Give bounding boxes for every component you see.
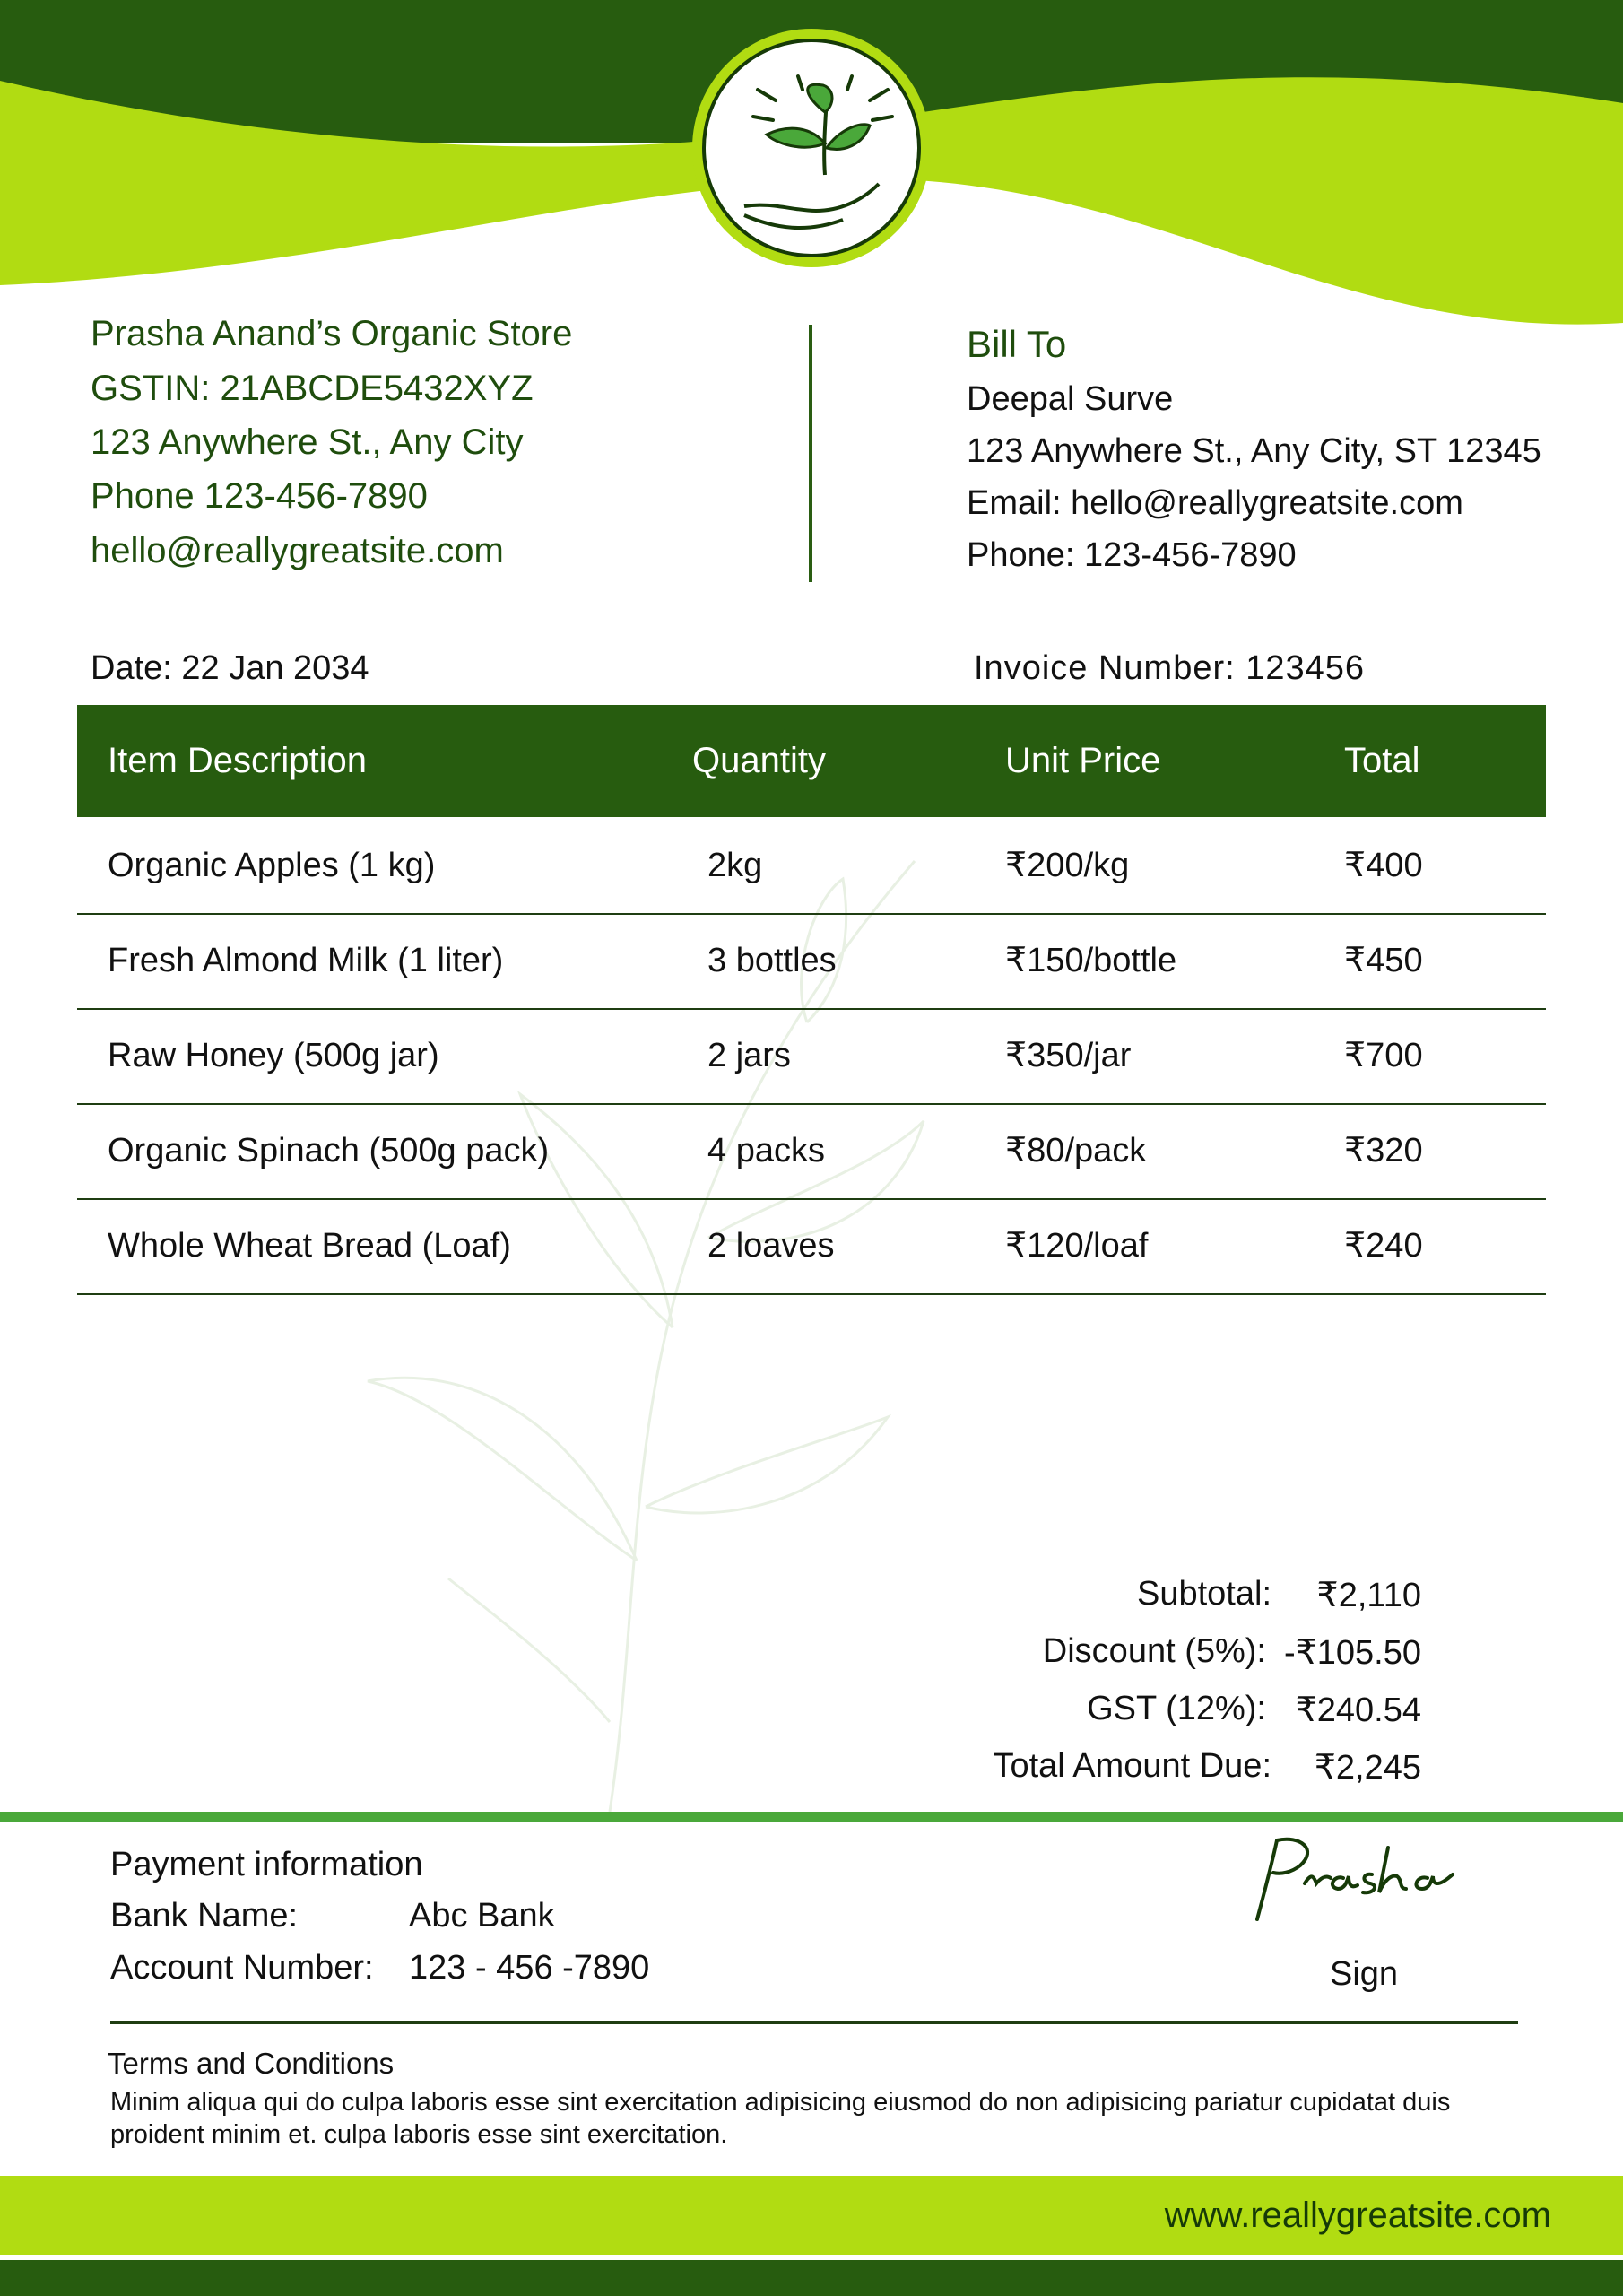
store-gstin: GSTIN: 21ABCDE5432XYZ [91, 369, 534, 408]
table-row [77, 1103, 1546, 1200]
store-logo [690, 27, 933, 269]
cell-item: Whole Wheat Bread (Loaf) [108, 1227, 511, 1265]
terms-body: Minim aliqua qui do culpa laboris esse sint exercitation adipisicing eiusmod do non adipisicing pariatur cupidatat duis proident minim et. culpa laboris esse sint exercitation. [110, 2088, 1451, 2149]
bill-to-name: Deepal Surve [967, 380, 1174, 418]
cell-unit-price: ₹80/pack [1005, 1132, 1147, 1170]
cell-unit-price: ₹200/kg [1005, 847, 1130, 884]
cell-total: ₹700 [1344, 1037, 1423, 1074]
gst-label: GST (12%): [1087, 1690, 1266, 1727]
footer-dark-band [0, 2260, 1623, 2296]
table-row [77, 1198, 1546, 1295]
handwritten-signature [1237, 1830, 1471, 1928]
sign-label: Sign [1330, 1955, 1399, 1993]
cell-item: Organic Apples (1 kg) [108, 847, 436, 884]
subtotal-label: Subtotal: [1137, 1575, 1271, 1613]
cell-unit-price: ₹350/jar [1005, 1037, 1132, 1074]
column-header-item: Item Description [108, 741, 367, 780]
header-divider [809, 325, 812, 582]
cell-quantity: 2 loaves [707, 1227, 835, 1265]
column-header-quantity: Quantity [692, 741, 826, 780]
total-due-value: ₹2,245 [1314, 1749, 1421, 1787]
bank-name-value: Abc Bank [409, 1897, 555, 1935]
account-number-label: Account Number: [110, 1949, 374, 1987]
bill-to-phone: Phone: 123-456-7890 [967, 536, 1297, 574]
cell-item: Fresh Almond Milk (1 liter) [108, 942, 504, 979]
cell-total: ₹450 [1344, 942, 1423, 979]
subtotal-value: ₹2,110 [1316, 1577, 1421, 1614]
bill-to-address: 123 Anywhere St., Any City, ST 12345 [967, 432, 1541, 470]
table-row [77, 818, 1546, 915]
bank-name-label: Bank Name: [110, 1897, 299, 1935]
total-due-label: Total Amount Due: [993, 1747, 1271, 1785]
invoice-date: Date: 22 Jan 2034 [91, 649, 369, 687]
invoice-number: Invoice Number: 123456 [974, 649, 1366, 687]
cell-unit-price: ₹150/bottle [1005, 942, 1177, 979]
cell-item: Organic Spinach (500g pack) [108, 1132, 550, 1170]
terms-heading: Terms and Conditions [108, 2047, 395, 2080]
column-header-total: Total [1344, 741, 1420, 780]
cell-total: ₹320 [1344, 1132, 1423, 1170]
column-header-unit-price: Unit Price [1005, 741, 1161, 780]
cell-quantity: 2kg [707, 847, 763, 884]
store-phone: Phone 123-456-7890 [91, 476, 428, 516]
payment-heading: Payment information [110, 1846, 423, 1883]
table-row [77, 913, 1546, 1010]
discount-value: -₹105.50 [1283, 1634, 1421, 1672]
cell-quantity: 4 packs [707, 1132, 825, 1170]
store-address: 123 Anywhere St., Any City [91, 422, 524, 462]
cell-quantity: 2 jars [707, 1037, 791, 1074]
table-row [77, 1008, 1546, 1105]
cell-quantity: 3 bottles [707, 942, 837, 979]
cell-item: Raw Honey (500g jar) [108, 1037, 439, 1074]
payment-divider [110, 2021, 1518, 2024]
gst-value: ₹240.54 [1295, 1692, 1421, 1729]
cell-unit-price: ₹120/loaf [1005, 1227, 1149, 1265]
cell-total: ₹240 [1344, 1227, 1423, 1265]
bill-to-email: Email: hello@reallygreatsite.com [967, 484, 1463, 522]
bill-to-heading: Bill To [967, 323, 1067, 365]
footer-website-link[interactable]: www.reallygreatsite.com [1164, 2196, 1551, 2235]
store-name: Prasha Anand’s Organic Store [91, 314, 573, 353]
cell-total: ₹400 [1344, 847, 1423, 884]
discount-label: Discount (5%): [1042, 1632, 1266, 1670]
account-number-value: 123 - 456 -7890 [409, 1949, 650, 1987]
section-divider [0, 1812, 1623, 1822]
store-email: hello@reallygreatsite.com [91, 531, 504, 570]
table-header [77, 705, 1546, 817]
